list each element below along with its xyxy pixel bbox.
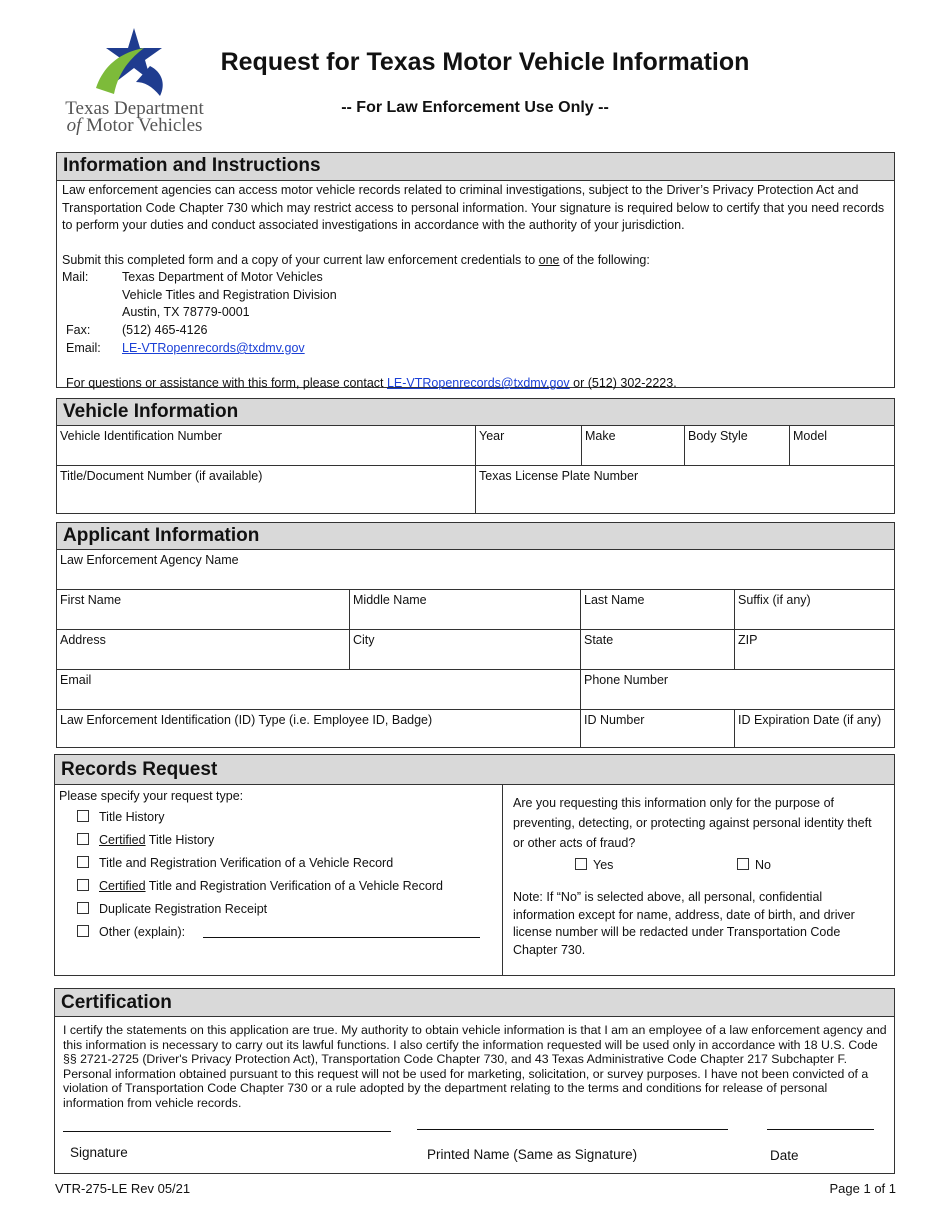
email-link[interactable]: LE-VTRopenrecords@txdmv.gov [122,341,305,355]
mail-block [62,269,889,319]
page-subtitle: -- For Law Enforcement Use Only -- [341,99,609,116]
email-field[interactable]: Email [57,670,581,710]
yes-option[interactable]: Yes [575,858,613,872]
title-doc-field[interactable]: Title/Document Number (if available) [57,466,476,513]
id-expiration-field[interactable]: ID Expiration Date (if any) [738,713,882,727]
questions-line: For questions or assistance with this form, please contact LE-VTRopenrecords@txdmv.gov or (512) 302-2223. [66,376,677,390]
zip-field[interactable]: ZIP [735,630,894,670]
records-section [54,754,895,976]
email-label: Email: [66,341,101,355]
middle-name-field[interactable]: Middle Name [350,590,581,630]
page-number: Page 1 of 1 [829,1181,896,1196]
printed-name-line[interactable] [417,1129,728,1130]
checkbox[interactable] [737,858,749,870]
checkbox[interactable] [575,858,587,870]
checkbox[interactable] [77,879,89,891]
mail-line1: Texas Department of Motor Vehicles [122,270,323,284]
star-logo-icon [52,26,217,101]
vehicle-heading: Vehicle Information [57,399,894,426]
option-certified-title-history[interactable]: Certified Title History [77,833,214,847]
other-explain-line[interactable] [203,937,480,938]
state-field[interactable]: State [581,630,735,670]
logo-line2-italic: of [66,115,82,136]
info-paragraph: Law enforcement agencies can access motor vehicle records related to criminal investigations, subject to the Driver’s Privacy Protection Act and Transportation Code Chapter 730 which may restrict access to personal information. Your signature is required below to certify that you need records to perform your duties and conduct associated investigations in accordance with the authority of your jurisdiction. [62,183,885,232]
option-title-history[interactable]: Title History [77,810,165,824]
certification-section [54,988,895,1174]
address-field[interactable]: Address [57,630,350,670]
fraud-question-panel [513,793,885,959]
checkbox[interactable] [77,925,89,937]
agency-field[interactable]: Law Enforcement Agency Name [57,550,894,590]
signature-label: Signature [70,1145,128,1160]
certification-text: I certify the statements on this application are true. My authority to obtain vehicle information is that I am an employee of a law enforcement agency and this information is necessary to carry out its lawful functions. I also certify the information requested will be used only in accordance with 18 U.S. Code §§ 2721-2725 (Driver's Privacy Protection Act), Transportation Code Chapter 730, and 43 Texas Administrative Code Chapter 217 Subchapter F. Personal information obtained pursuant to this request will not be used for marketing, solicitation, or survey purposes. I have not been convicted of a violation of Transportation Code Chapter 730 or a rule adopted by the department relating to the terms and conditions for release of personal information from vehicle records. [63,1023,887,1110]
questions-email-link[interactable]: LE-VTRopenrecords@txdmv.gov [386,376,570,390]
email-row [62,340,889,358]
records-heading: Records Request [55,755,894,785]
make-field[interactable]: Make [582,426,685,466]
model-field[interactable]: Model [790,426,894,466]
printed-name-label: Printed Name (Same as Signature) [427,1147,638,1162]
fax-value: (512) 465-4126 [122,323,208,337]
fraud-question: Are you requesting this information only for the purpose of preventing, detecting, or protecting against personal identity theft or other acts of fraud? [513,796,872,850]
body-style-field[interactable]: Body Style [685,426,790,466]
checkbox[interactable] [77,810,89,822]
no-option[interactable]: No [737,858,771,872]
vin-field[interactable]: Vehicle Identification Number [57,426,476,466]
logo-line2: Motor Vehicles [81,115,203,136]
suffix-field[interactable]: Suffix (if any) [735,590,894,630]
form-id: VTR-275-LE Rev 05/21 [55,1181,191,1196]
txdmv-logo [52,26,217,141]
phone-field[interactable]: Phone Number [581,670,894,710]
redaction-note: Note: If “No” is selected above, all personal, confidential information except for name, address, date of birth, and driver license number will be redacted under Transportation Code Chapter 730. [513,890,855,957]
checkbox[interactable] [77,856,89,868]
info-heading: Information and Instructions [57,153,894,181]
option-certified-title-registration-verification[interactable]: Certified Title and Registration Verification of a Vehicle Record [77,879,443,893]
last-name-field[interactable]: Last Name [581,590,735,630]
option-title-registration-verification[interactable]: Title and Registration Verification of a Vehicle Record [77,856,393,870]
city-field[interactable]: City [350,630,581,670]
plate-field[interactable]: Texas License Plate Number [479,469,639,483]
date-label: Date [770,1148,799,1163]
signature-line[interactable] [63,1131,391,1132]
request-type-prompt: Please specify your request type: [59,789,244,803]
submit-instructions: Submit this completed form and a copy of your current law enforcement credentials to one of the following: [62,252,650,267]
date-line[interactable] [767,1129,874,1130]
year-field[interactable]: Year [476,426,582,466]
fax-label: Fax: [66,323,91,337]
vehicle-section [56,398,895,514]
mail-line2: Vehicle Titles and Registration Division [122,287,337,302]
id-type-field[interactable]: Law Enforcement Identification (ID) Type (i.e. Employee ID, Badge) [57,710,581,747]
info-section [56,152,895,388]
request-type-panel [55,785,503,975]
checkbox[interactable] [77,833,89,845]
certification-heading: Certification [55,989,894,1017]
page-title: Request for Texas Motor Vehicle Information [220,48,750,76]
fax-row [62,322,889,340]
mail-line3: Austin, TX 78779-0001 [122,305,250,319]
option-duplicate-registration-receipt[interactable]: Duplicate Registration Receipt [77,902,267,916]
logo-line1: Texas Department [65,98,204,119]
first-name-field[interactable]: First Name [57,590,350,630]
option-other[interactable]: Other (explain): [77,925,185,939]
checkbox[interactable] [77,902,89,914]
applicant-section [56,522,895,748]
applicant-heading: Applicant Information [57,523,894,550]
mail-label: Mail: [62,270,89,284]
id-number-field[interactable]: ID Number [581,710,735,747]
